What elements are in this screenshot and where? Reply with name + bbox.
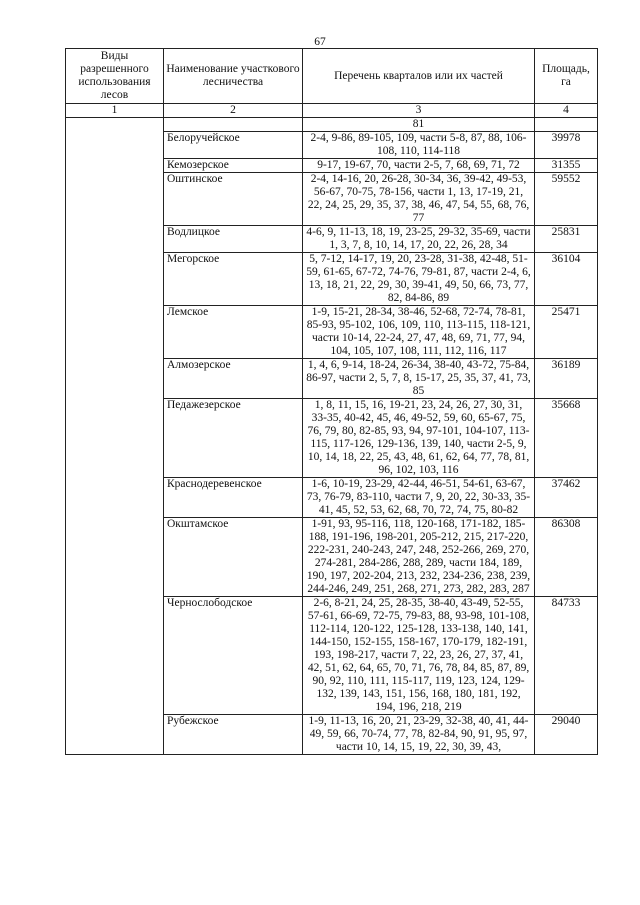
- forestry-name: Водлицкое: [164, 226, 303, 253]
- column-number: 4: [535, 104, 598, 118]
- area-value: 29040: [535, 715, 598, 755]
- quarters-list: 1, 4, 6, 9-14, 18-24, 26-34, 38-40, 43-72, 75-84, 86-97, части 2, 5, 7, 8, 15-17, 25, 35, 37, 41, 73, 85: [303, 359, 535, 399]
- forestry-name: Лемское: [164, 306, 303, 359]
- quarters-list: 2-6, 8-21, 24, 25, 28-35, 38-40, 43-49, 52-55, 57-61, 66-69, 72-75, 79-83, 88, 93-98, 101-108, 112-114, 120-122, 125-128, 133-138, 140, 141, 144-150, 152-155, 158-167, 170-179, 182-191, 193, 198-217, части 7, 22, 23, 26, 27, 37, 41, 42, 51, 62, 64, 65, 70, 71, 76, 78, 84, 85, 87, 89, 90, 92, 110, 111, 115-117, 119, 123, 124, 129-132, 139, 143, 151, 156, 168, 180, 181, 192, 194, 196, 218, 219: [303, 597, 535, 715]
- quarters-list: 9-17, 19-67, 70, части 2-5, 7, 68, 69, 71, 72: [303, 159, 535, 173]
- area-value: 59552: [535, 173, 598, 226]
- area-value: 25831: [535, 226, 598, 253]
- forestry-name: Окштамское: [164, 518, 303, 597]
- forestry-name: Чернослободское: [164, 597, 303, 715]
- table-cell: [164, 118, 303, 132]
- quarters-list: 1-6, 10-19, 23-29, 42-44, 46-51, 54-61, 63-67, 73, 76-79, 83-110, части 7, 9, 20, 22, 30-33, 35-41, 45, 52, 53, 62, 68, 70, 72, 74, 75, 80-82: [303, 478, 535, 518]
- forestry-name: Алмозерское: [164, 359, 303, 399]
- area-value: 36104: [535, 253, 598, 306]
- continuation-row: [66, 118, 598, 132]
- forestry-name: Рубежское: [164, 715, 303, 755]
- header-forest-use-types: Виды разрешенного использования лесов: [66, 49, 164, 104]
- continuation-cell: 81: [303, 118, 535, 132]
- area-value: 35668: [535, 399, 598, 478]
- column-number: 1: [66, 104, 164, 118]
- quarters-list: 4-6, 9, 11-13, 18, 19, 23-25, 29-32, 35-69, части 1, 3, 7, 8, 10, 14, 17, 20, 22, 26, 28, 34: [303, 226, 535, 253]
- quarters-list: 1, 8, 11, 15, 16, 19-21, 23, 24, 26, 27, 30, 31, 33-35, 40-42, 45, 46, 49-52, 59, 60, 65-67, 75, 76, 79, 80, 82-85, 93, 94, 97-101, 104-107, 113-115, 117-126, 129-136, 139, 140, части 2-5, 9, 10, 14, 18, 22, 25, 43, 48, 61, 62, 64, 77, 78, 81, 96, 102, 103, 116: [303, 399, 535, 478]
- area-value: 86308: [535, 518, 598, 597]
- column-number-row: [66, 104, 598, 118]
- forestry-name: Кемозерское: [164, 159, 303, 173]
- header-forestry-name: Наименование участкового лесничества: [164, 49, 303, 104]
- header-row: [66, 49, 598, 104]
- forestry-name: Мегорское: [164, 253, 303, 306]
- header-quarters-list: Перечень кварталов или их частей: [303, 49, 535, 104]
- forestry-name: Оштинское: [164, 173, 303, 226]
- forestry-name: Педажезерское: [164, 399, 303, 478]
- area-value: 84733: [535, 597, 598, 715]
- quarters-list: 5, 7-12, 14-17, 19, 20, 23-28, 31-38, 42-48, 51-59, 61-65, 67-72, 74-76, 79-81, 87, части 2-4, 6, 13, 18, 21, 22, 29, 30, 39-41, 49, 50, 66, 73, 77, 82, 84-86, 89: [303, 253, 535, 306]
- header-area: Площадь, га: [535, 49, 598, 104]
- forestry-name: Краснодеревенское: [164, 478, 303, 518]
- table-cell: [535, 118, 598, 132]
- page-number: 67: [314, 36, 326, 48]
- column-number: 3: [303, 104, 535, 118]
- forest-use-type-cell: [66, 118, 164, 755]
- forest-quarters-table: [65, 48, 598, 755]
- quarters-list: 1-9, 15-21, 28-34, 38-46, 52-68, 72-74, 78-81, 85-93, 95-102, 106, 109, 110, 113-115, 118-121, части 10-14, 22-24, 27, 47, 48, 69, 71, 77, 94, 104, 105, 107, 108, 111, 112, 116, 117: [303, 306, 535, 359]
- forestry-name: Белоручейское: [164, 132, 303, 159]
- quarters-list: 1-91, 93, 95-116, 118, 120-168, 171-182, 185-188, 191-196, 198-201, 205-212, 215, 217-220, 222-231, 240-243, 247, 248, 252-266, 269, 270, 274-281, 284-286, 288, 289, части 184, 189, 190, 197, 202-204, 213, 232, 234-236, 238, 239, 244-246, 249, 251, 268, 271, 273, 282, 283, 287: [303, 518, 535, 597]
- quarters-list: 1-9, 11-13, 16, 20, 21, 23-29, 32-38, 40, 41, 44-49, 59, 66, 70-74, 77, 78, 82-84, 90, 91, 95, 97, части 10, 14, 15, 19, 22, 30, 39, 43,: [303, 715, 535, 755]
- area-value: 37462: [535, 478, 598, 518]
- area-value: 31355: [535, 159, 598, 173]
- area-value: 25471: [535, 306, 598, 359]
- area-value: 36189: [535, 359, 598, 399]
- column-number: 2: [164, 104, 303, 118]
- quarters-list: 2-4, 14-16, 20, 26-28, 30-34, 36, 39-42, 49-53, 56-67, 70-75, 78-156, части 1, 13, 17-19, 21, 22, 24, 25, 29, 35, 37, 38, 46, 47, 54, 55, 68, 76, 77: [303, 173, 535, 226]
- quarters-list: 2-4, 9-86, 89-105, 109, части 5-8, 87, 88, 106-108, 110, 114-118: [303, 132, 535, 159]
- area-value: 39978: [535, 132, 598, 159]
